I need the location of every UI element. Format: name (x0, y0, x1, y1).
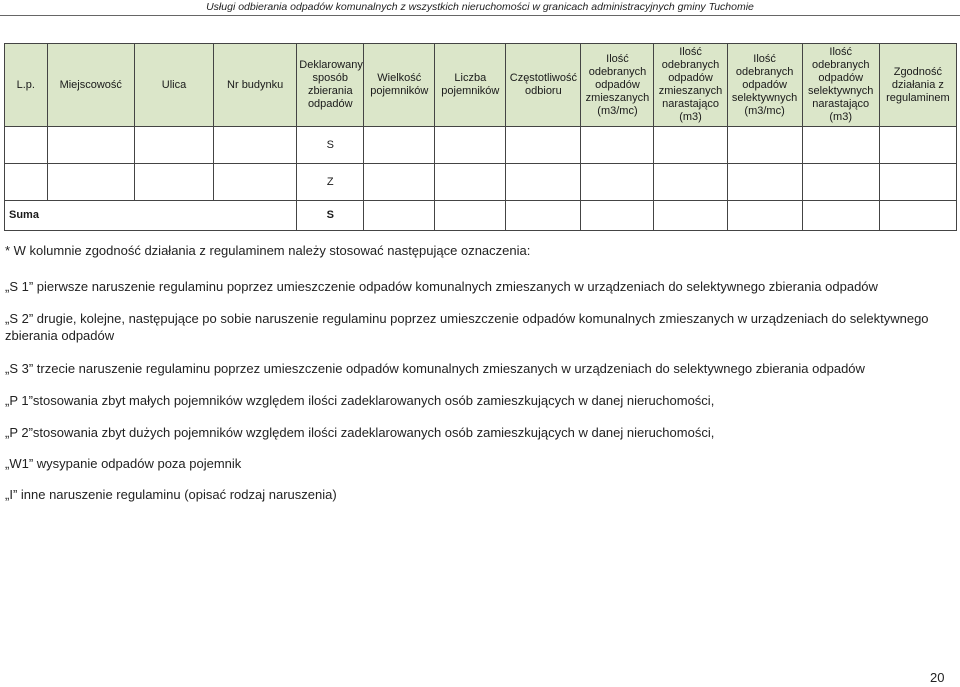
column-header-declared-method: Deklarowany sposób zbierania odpadów (297, 44, 364, 127)
column-header-selective-cumulative: Ilość odebranych odpadów selektywnych narastająco (m3) (802, 44, 879, 127)
column-header-selective-monthly: Ilość odebranych odpadów selektywnych (m3/mc) (727, 44, 802, 127)
table-cell (802, 164, 879, 201)
column-header-container-count: Liczba pojemników (435, 44, 506, 127)
column-header-lp: L.p. (5, 44, 48, 127)
table-cell (654, 127, 727, 164)
note-item-s2: „S 2” drugie, kolejne, następujące po sobie naruszenie regulaminu poprzez umieszczenie odpadów komunalnych zmieszanych w urządzeniach do selektywnego zbierania odpadów (5, 311, 929, 343)
table-cell (364, 127, 435, 164)
table-cell (364, 201, 435, 231)
table-cell (134, 127, 213, 164)
table-cell (47, 127, 134, 164)
note-item-i: „I” inne naruszenie regulaminu (opisać rodzaj naruszenia) (5, 487, 337, 502)
table-cell (134, 164, 213, 201)
table-cell (435, 201, 506, 231)
table-cell (581, 127, 654, 164)
running-header: Usługi odbierania odpadów komunalnych z wszystkich nieruchomości w granicach administracyjnych gminy Tuchomie (206, 1, 754, 13)
table-cell (506, 201, 581, 231)
table-cell (47, 164, 134, 201)
table-cell (581, 164, 654, 201)
column-header-mixed-cumulative: Ilość odebranych odpadów zmieszanych narastająco (m3) (654, 44, 727, 127)
table-cell (435, 164, 506, 201)
table-cell (879, 201, 956, 231)
table-cell (879, 164, 956, 201)
table-cell (506, 127, 581, 164)
note-item-p1: „P 1”stosowania zbyt małych pojemników względem ilości zadeklarowanych osób zamieszkujących w danej nieruchomości, (5, 393, 715, 408)
page-number: 20 (930, 670, 945, 685)
column-header-compliance: Zgodność działania z regulaminem (879, 44, 956, 127)
sum-method-cell: S (297, 201, 364, 231)
note-item-p2: „P 2”stosowania zbyt dużych pojemników względem ilości zadeklarowanych osób zamieszkujących w danej nieruchomości, (5, 425, 715, 440)
table-row (5, 164, 957, 201)
table-cell (214, 164, 297, 201)
table-cell (727, 127, 802, 164)
table-cell (727, 201, 802, 231)
note-item-s3: „S 3” trzecie naruszenie regulaminu poprzez umieszczenie odpadów komunalnych zmieszanych w urządzeniach do selektywnego zbierania odpadów (5, 361, 865, 376)
table-cell (5, 164, 48, 201)
method-cell: S (297, 127, 364, 164)
table-cell (879, 127, 956, 164)
column-header-frequency: Częstotliwość odbioru (506, 44, 581, 127)
header-divider (0, 15, 960, 16)
note-item-w1: „W1” wysypanie odpadów poza pojemnik (5, 456, 242, 471)
column-header-locality: Miejscowość (47, 44, 134, 127)
table-row (5, 127, 957, 164)
table-cell (364, 164, 435, 201)
sum-label: Suma (5, 201, 297, 231)
table-cell (214, 127, 297, 164)
table-cell (727, 164, 802, 201)
table-cell (654, 164, 727, 201)
column-header-building-number: Nr budynku (214, 44, 297, 127)
table-cell (506, 164, 581, 201)
table-cell (5, 127, 48, 164)
waste-collection-table (4, 43, 957, 231)
column-header-mixed-monthly: Ilość odebranych odpadów zmieszanych (m3/mc) (581, 44, 654, 127)
table-cell (802, 201, 879, 231)
table-header-row (5, 44, 957, 127)
table-cell (435, 127, 506, 164)
note-item-s1: „S 1” pierwsze naruszenie regulaminu poprzez umieszczenie odpadów komunalnych zmieszanych w urządzeniach do selektywnego zbierania odpadów (5, 279, 878, 294)
table-cell (581, 201, 654, 231)
sum-row (5, 201, 957, 231)
column-header-container-size: Wielkość pojemników (364, 44, 435, 127)
notes-intro: * W kolumnie zgodność działania z regulaminem należy stosować następujące oznaczenia: (5, 243, 531, 258)
column-header-street: Ulica (134, 44, 213, 127)
table-cell (654, 201, 727, 231)
table-cell (802, 127, 879, 164)
method-cell: Z (297, 164, 364, 201)
